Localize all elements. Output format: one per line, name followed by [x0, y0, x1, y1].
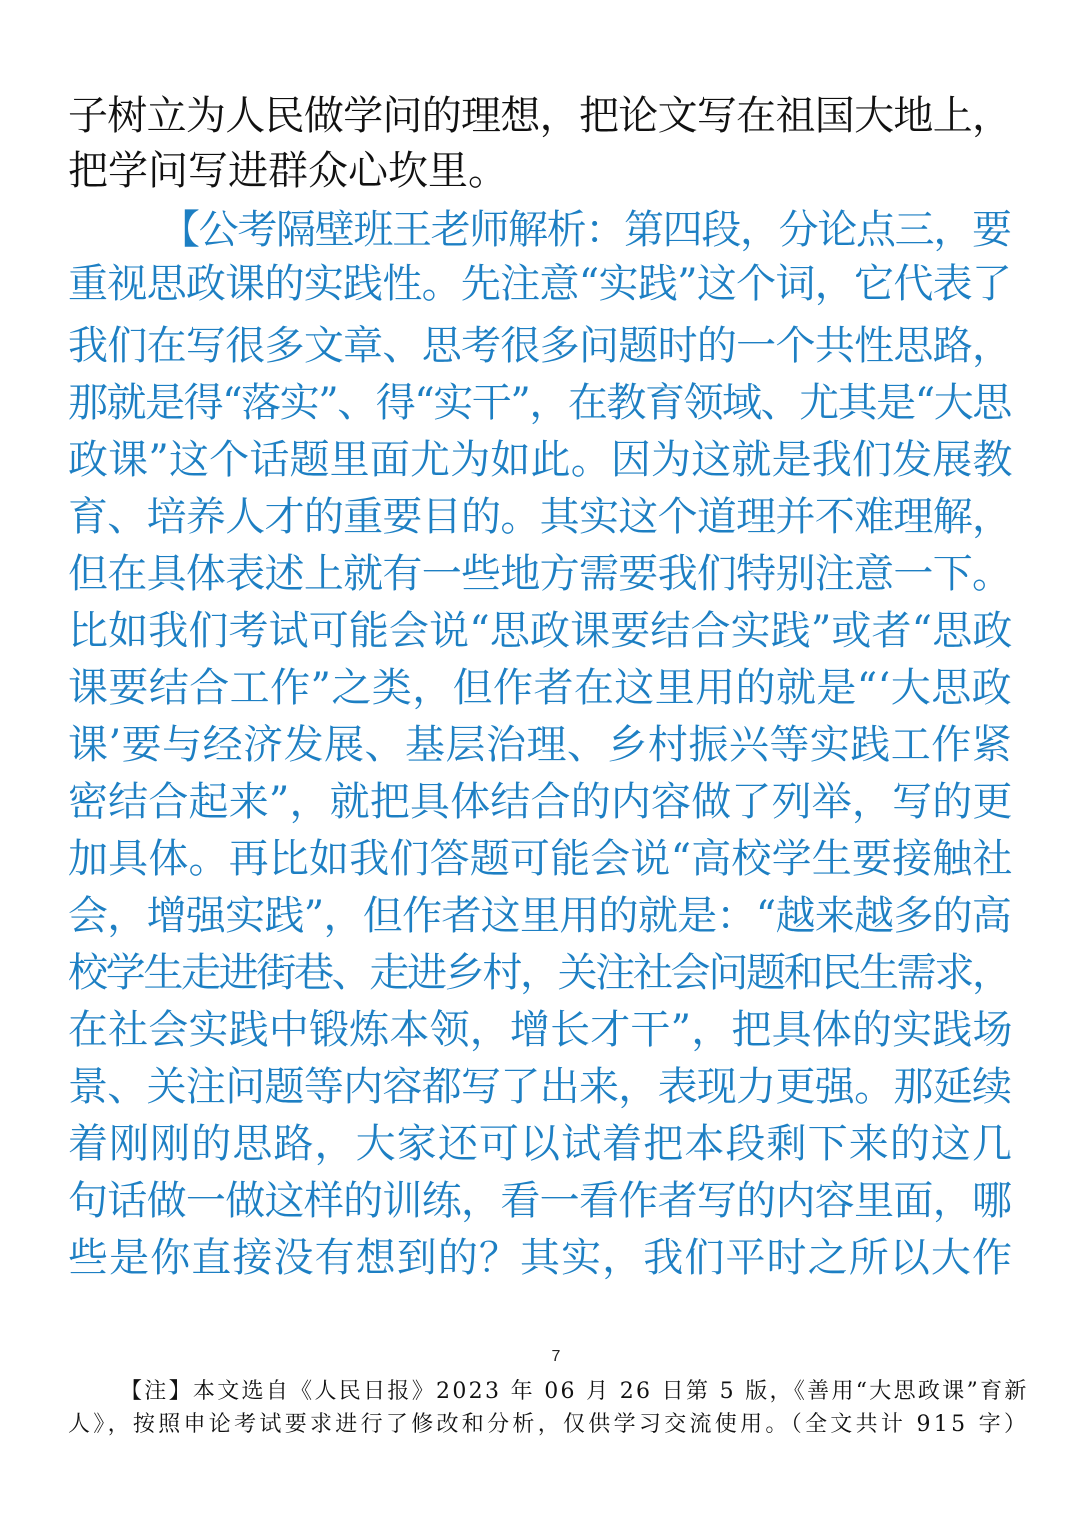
analysis-line: 但在具体表述上就有一些地方需要我们特别注意一下。: [68, 551, 1012, 597]
analysis-line: 些是你直接没有想到的？其实，我们平时之所以大作: [68, 1235, 1014, 1281]
analysis-line: 课’要与经济发展、基层治理、乡村振兴等实践工作紧: [68, 722, 1013, 768]
analysis-line: 着刚刚的思路，大家还可以试着把本段剩下来的这几: [68, 1121, 1014, 1167]
analysis-line: 在社会实践中锻炼本领，增长才干”，把具体的实践场: [68, 1007, 1013, 1053]
analysis-line: 会，增强实践”，但作者这里用的就是：“越来越多的高: [68, 893, 1012, 939]
analysis-line: 育、培养人才的重要目的。其实这个道理并不难理解，: [68, 494, 1012, 540]
page-number: 7: [551, 1348, 561, 1365]
analysis-line: 密结合起来”，就把具体结合的内容做了列举，写的更: [68, 779, 1013, 825]
analysis-line: 景、关注问题等内容都写了出来，表现力更强。那延续: [68, 1064, 1012, 1110]
analysis-line: 重视思政课的实践性。先注意“实践”这个词，它代表了: [68, 261, 1012, 307]
source-note-line: 【注】本文选自《人民日报》2023 年 06 月 26 日第 5 版，《善用“大思政课”育新: [120, 1379, 1029, 1404]
analysis-line: 校学生走进街巷、走进乡村，关注社会问题和民生需求，: [68, 950, 1010, 996]
body-text-line: 子树立为人民做学问的理想，把论文写在祖国大地上，: [68, 93, 1012, 139]
analysis-line: 那就是得“落实”、得“实干”，在教育领域、尤其是“大思: [68, 380, 1011, 426]
analysis-line: 句话做一做这样的训练，看一看作者写的内容里面，哪: [68, 1178, 1012, 1224]
analysis-line: 比如我们考试可能会说“思政课要结合实践”或者“思政: [68, 608, 1013, 654]
analysis-line: 【公考隔壁班王老师解析：第四段，分论点三，要: [160, 207, 1011, 253]
analysis-line: 我们在写很多文章、思考很多问题时的一个共性思路，: [68, 323, 1012, 369]
source-note-line: 人》，按照申论考试要求进行了修改和分析，仅供学习交流使用。（全文共计 915 字）: [68, 1412, 1030, 1437]
analysis-line: 政课”这个话题里面尤为如此。因为这就是我们发展教: [68, 437, 1013, 483]
body-text-line: 把学问写进群众心坎里。: [68, 148, 508, 194]
analysis-line: 加具体。再比如我们答题可能会说“高校学生要接触社: [68, 836, 1013, 882]
analysis-line: 课要结合工作”之类，但作者在这里用的就是“‘大思政: [68, 665, 1013, 711]
